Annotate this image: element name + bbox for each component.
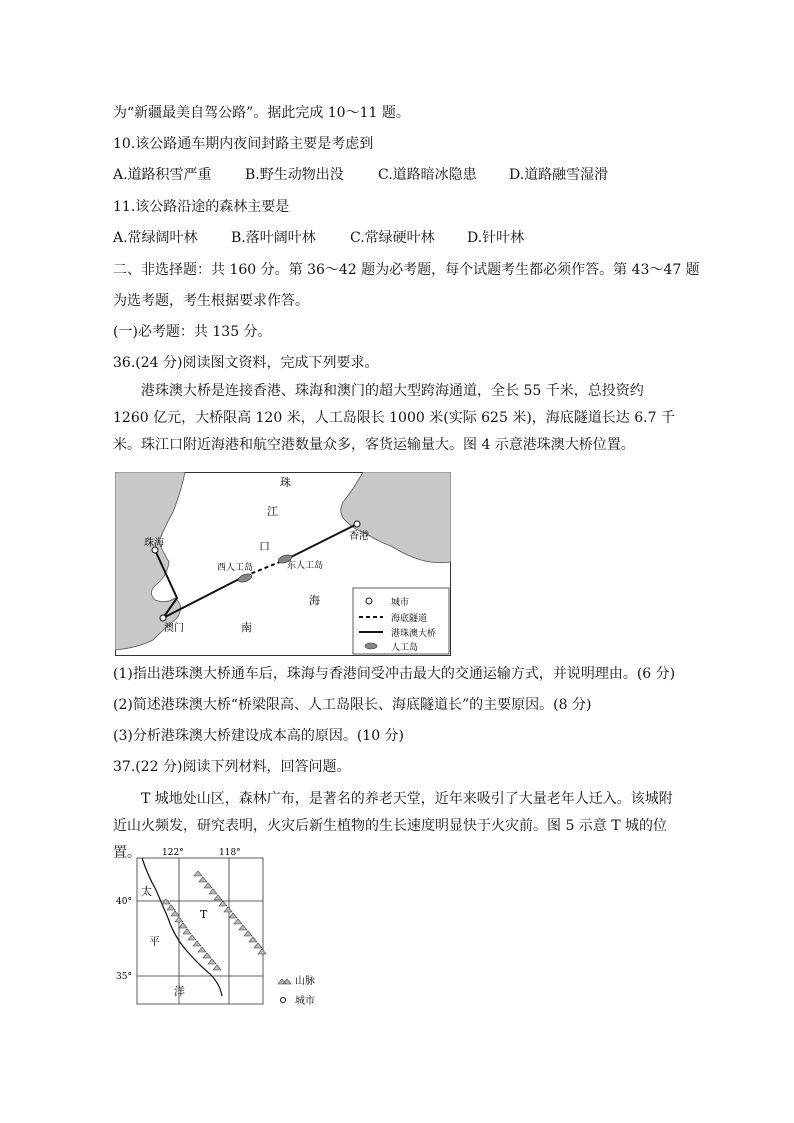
q36-passage: 港珠澳大桥是连接香港、珠海和澳门的超大型跨海通道，全长 55 千米，总投资约 1260 亿元，大桥限高 120 米，人工岛限长 1000 米(实际 625 米)，海底隧道长达 6.7 千米。珠江口附近海港和航空港数量众多，客货运输量大。图 4 示意港珠澳大桥位置。 — [113, 383, 675, 453]
q11-option-a: A.常绿阔叶林 — [113, 230, 198, 246]
ocean-char-3: 洋 — [174, 985, 185, 998]
island-label-west: 西人工岛 — [217, 563, 254, 573]
sea-char-5: 南 — [241, 621, 252, 634]
island-label-east: 东人工岛 — [287, 561, 324, 571]
ocean-char-2: 平 — [149, 935, 160, 948]
q36-sub2: (2)简述港珠澳大桥“桥梁限高、人工岛限长、海底隧道长”的主要原因。(8 分) — [113, 697, 592, 713]
city-hongkong-icon — [354, 521, 360, 527]
legend-island-icon — [365, 643, 377, 649]
legend-city-label: 城市 — [391, 598, 410, 608]
t-city-location-map — [112, 846, 342, 1016]
legend-mountain-icon — [278, 979, 291, 984]
legend-tunnel-label: 海底隧道 — [391, 614, 428, 624]
q10-option-a: A.道路积雪严重 — [113, 167, 212, 183]
lat-label-40: 40° — [116, 897, 132, 907]
q10-option-b: B.野生动物出没 — [245, 167, 344, 183]
city-macau-icon — [160, 615, 166, 621]
intro-tail-text: 为“新疆最美自驾公路”。据此完成 10～11 题。 — [113, 105, 410, 121]
q36-sub1: (1)指出港珠澳大桥通车后，珠海与香港间受冲击最大的交通运输方式，并说明理由。(6 分) — [113, 666, 676, 682]
q10-stem: 10.该公路通车期内夜间封路主要是考虑到 — [113, 136, 374, 152]
q36-sub3: (3)分析港珠澳大桥建设成本高的原因。(10 分) — [113, 728, 405, 744]
lon-label-122: 122° — [162, 848, 184, 858]
mountain-range-coastal — [162, 899, 221, 970]
sea-char-4: 海 — [309, 594, 320, 607]
city-label-macau: 澳门 — [164, 623, 184, 634]
legend-island-label: 人工岛 — [391, 643, 419, 653]
legend-city-icon — [366, 598, 372, 604]
q11-option-d: D.针叶林 — [467, 230, 525, 246]
q36-stem: 36.(24 分)阅读图文资料，完成下列要求。 — [113, 355, 379, 371]
lat-label-35: 35° — [116, 972, 132, 982]
section2-line1: 二、非选择题：共 160 分。第 36～42 题为必考题，每个试题考生都必须作答。第 43～47 题 — [113, 262, 700, 278]
q10-option-c: C.道路暗冰隐患 — [378, 167, 477, 183]
city-t-label: T — [200, 908, 208, 921]
q37-stem: 37.(22 分)阅读下列材料，回答问题。 — [113, 759, 351, 775]
lon-label-118: 118° — [219, 848, 241, 858]
city-label-zhuhai: 珠海 — [144, 538, 164, 549]
legend-city-icon-fig5 — [281, 998, 286, 1003]
section2-line2: 为选考题，考生根据要求作答。 — [113, 293, 309, 309]
sea-char-3: 口 — [259, 540, 270, 553]
hzmb-location-map — [115, 472, 451, 656]
q11-option-b: B.落叶阔叶林 — [231, 230, 316, 246]
sea-char-1: 珠 — [280, 476, 291, 489]
legend-city-label-fig5: 城市 — [295, 996, 315, 1007]
q37-passage: T 城地处山区，森林广布，是著名的养老天堂，近年来吸引了大量老年人迁入。该城附近山火频发，研究表明，火灾后新生植物的生长速度明显快于火灾前。图 5 示意 T 城的位置。 — [113, 791, 673, 861]
legend-bridge-label: 港珠澳大桥 — [391, 629, 437, 639]
q11-option-c: C.常绿硬叶林 — [350, 230, 435, 246]
required-header: (一)必考题：共 135 分。 — [113, 324, 272, 340]
q10-option-d: D.道路融雪湿滑 — [509, 167, 609, 183]
sea-char-2: 江 — [267, 505, 278, 518]
ocean-char-1: 太 — [141, 885, 152, 898]
q11-stem: 11.该公路沿途的森林主要是 — [113, 199, 290, 215]
legend-mountain-label: 山脉 — [295, 976, 315, 987]
city-label-hongkong: 香港 — [349, 531, 369, 542]
